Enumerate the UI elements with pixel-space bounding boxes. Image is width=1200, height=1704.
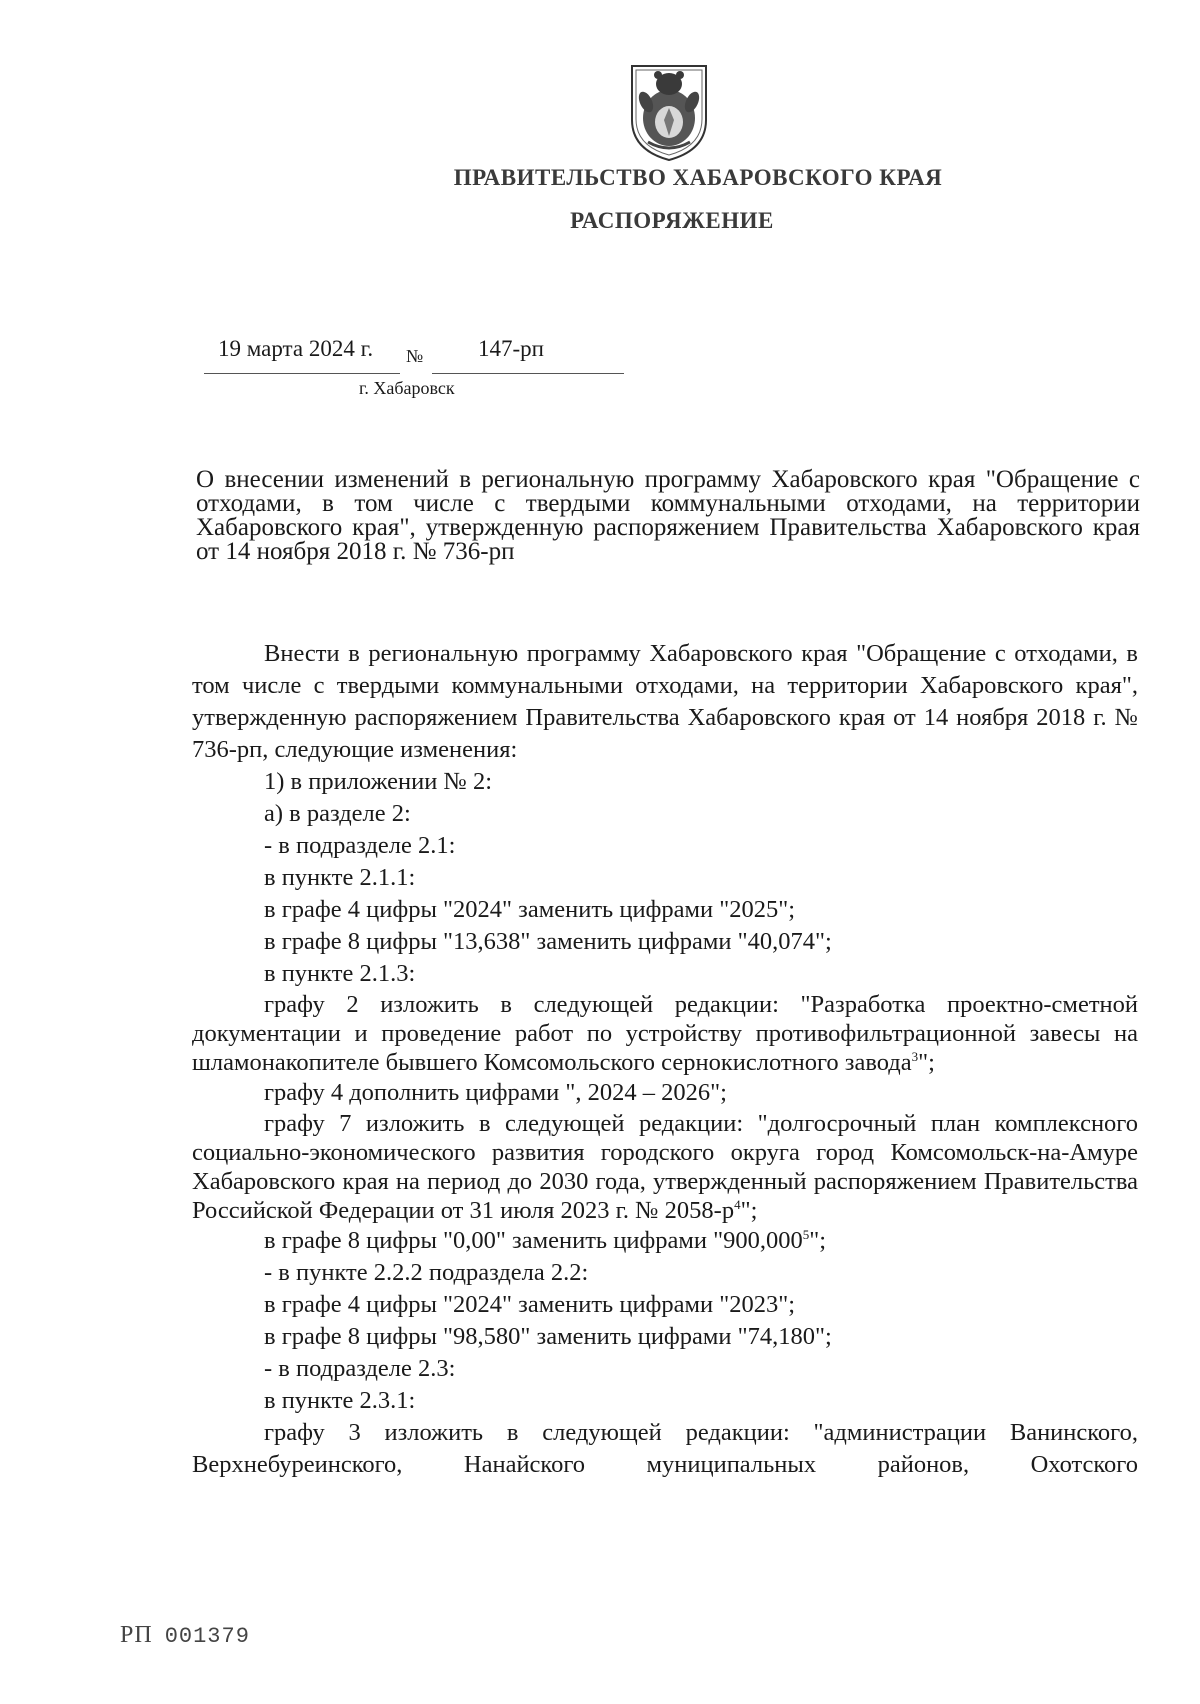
item-text-end: "; — [809, 1227, 827, 1254]
number-underline — [432, 373, 624, 374]
footnote-ref: 3 — [911, 1049, 919, 1064]
list-item: - в пункте 2.2.2 подраздела 2.2: — [264, 1259, 589, 1286]
list-item: в графе 8 цифры "98,580" заменить цифрами "74,180"; — [264, 1323, 832, 1350]
list-item: - в подразделе 2.1: — [264, 832, 456, 859]
document-subject: О внесении изменений в региональную программу Хабаровского края "Обращение с отходами, в том числе с твердыми коммунальными отходами, на территории Хабаровского края", утвержденную распоряжением Правительства Хабаровского края от 14 ноября 2018 г. № 736-рп — [196, 466, 1140, 565]
list-item: в графе 8 цифры "13,638" заменить цифрами "40,074"; — [264, 928, 832, 955]
intro-paragraph: Внести в региональную программу Хабаровского края "Обращение с отходами, в том числе с твердыми коммунальными отходами, на территории Хабаровского края", утвержденную распоряжением Правительства Хабаровского края от 14 ноября 2018 г. № 736-рп, следующие изменения: — [192, 640, 1138, 763]
document-meta — [204, 336, 634, 406]
form-serial-code — [120, 1622, 250, 1649]
list-item: в пункте 2.1.1: — [264, 864, 416, 891]
list-item: в пункте 2.1.3: — [264, 960, 416, 987]
item-text: графу 2 изложить в следующей редакции: "Разработка проектно-сметной документации и проведение работ по устройству противофильтрационной завесы на шламонакопителе бывшего Комсомольского сернокислотного завода — [192, 991, 1138, 1076]
item-text-end: "; — [918, 1049, 935, 1076]
list-item — [192, 1225, 1138, 1257]
coat-of-arms-emblem — [626, 58, 712, 164]
item-text: в графе 8 цифры "0,00" заменить цифрами "900,000 — [264, 1227, 803, 1254]
document-number: 147-рп — [478, 336, 544, 361]
number-sign: № — [406, 346, 424, 366]
list-item: в графе 4 цифры "2024" заменить цифрами "2023"; — [264, 1291, 796, 1318]
list-item: - в подразделе 2.3: — [264, 1355, 456, 1382]
list-item: графу 4 дополнить цифрами ", 2024 – 2026"; — [264, 1079, 727, 1106]
date-underline — [204, 373, 400, 374]
document-body — [192, 638, 1138, 1481]
list-item: в пункте 2.3.1: — [264, 1387, 416, 1414]
org-title: ПРАВИТЕЛЬСТВО ХАБАРОВСКОГО КРАЯ — [453, 165, 943, 190]
list-item: а) в разделе 2: — [264, 800, 411, 827]
city: г. Хабаровск — [359, 378, 455, 398]
footnote-ref: 4 — [734, 1197, 741, 1212]
list-item: 1) в приложении № 2: — [264, 768, 493, 795]
footnote-ref: 5 — [802, 1227, 810, 1242]
form-serial: 001379 — [164, 1624, 250, 1649]
document-date: 19 марта 2024 г. — [218, 336, 374, 361]
item-text: графу 7 изложить в следующей редакции: "долгосрочный план комплексного социально-экономического развития городского округа город Комсомольск-на-Амуре Хабаровского края на период до 2030 года, утвержденный распоряжением Правительства Российской Федерации от 31 июля 2023 г. № 2058-р — [192, 1110, 1138, 1224]
form-series: РП — [120, 1622, 153, 1648]
item-text-end: "; — [740, 1197, 758, 1224]
list-item — [192, 1109, 1138, 1225]
document-type: РАСПОРЯЖЕНИЕ — [570, 208, 774, 233]
list-item: в графе 4 цифры "2024" заменить цифрами "2025"; — [264, 896, 796, 923]
list-item — [192, 990, 1138, 1077]
list-item: графу 3 изложить в следующей редакции: "администрации Ванинского, Верхнебуреинского, Нанайского муниципальных районов, Охотского — [192, 1419, 1138, 1478]
